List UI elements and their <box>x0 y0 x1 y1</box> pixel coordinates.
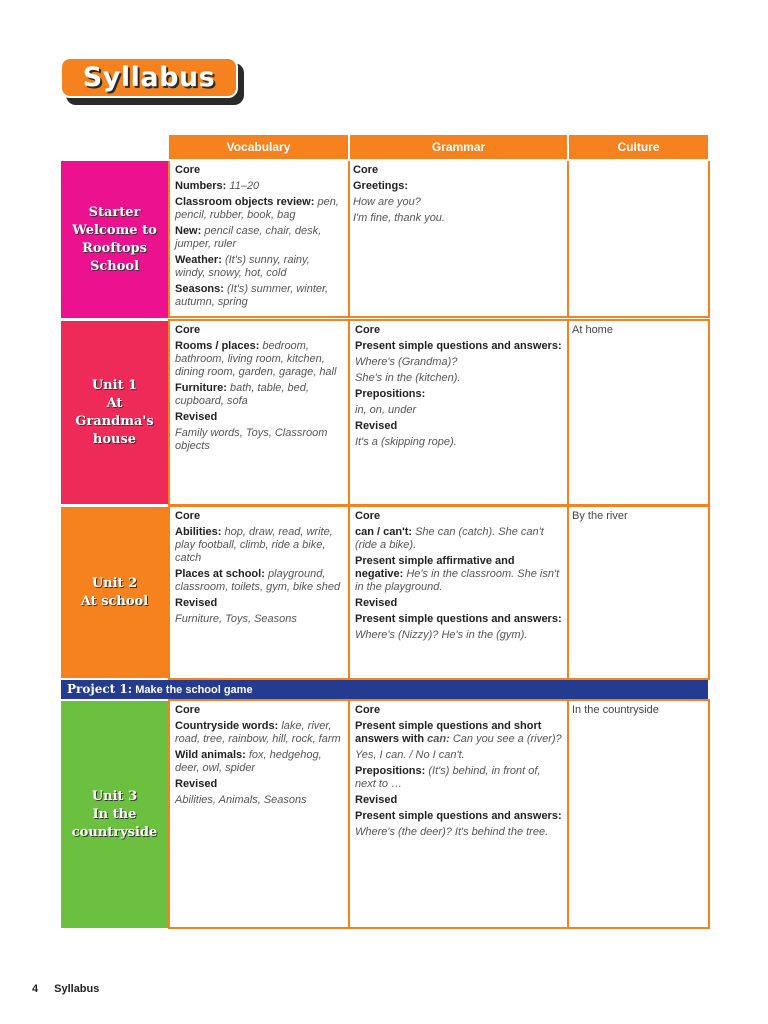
unit2-grammar <box>348 505 569 680</box>
unit-cell-starter <box>61 161 168 318</box>
abilities-value: hop, draw, read, write, play football, climb, ride a bike, catch <box>175 526 333 564</box>
project-label: Project 1: <box>67 682 133 696</box>
revised-label: Revised <box>175 597 218 609</box>
grammar-example: She's in the (kitchen). <box>355 372 461 384</box>
unit-title-line: Welcome to <box>72 222 157 238</box>
unit-title-line: At <box>106 395 123 411</box>
affirmative-value: He's in the classroom. She isn't in the playground. <box>355 568 560 593</box>
revised-label: Revised <box>355 597 398 609</box>
unit-title-line: Rooftops <box>82 240 147 256</box>
header-grammar: Grammar <box>350 135 567 159</box>
core-label: Core <box>355 704 381 716</box>
starter-grammar <box>348 161 569 318</box>
new-value: pencil case, chair, desk, jumper, ruler <box>175 225 322 250</box>
culture-text: By the river <box>572 510 628 522</box>
places-label: Places at school: <box>175 568 265 580</box>
revised-value: It's a (skipping rope). <box>355 436 457 448</box>
can-value: She can (catch). She can't (ride a bike). <box>355 526 544 551</box>
weather-value: (It's) sunny, rainy, windy, snowy, hot, cold <box>175 254 310 279</box>
culture-text: In the countryside <box>572 704 659 716</box>
numbers-value: 11–20 <box>229 180 260 192</box>
page-footer <box>32 983 115 995</box>
unit-title-line: In the <box>92 806 137 822</box>
header-culture: Culture <box>569 135 708 159</box>
unit1-grammar <box>348 319 569 506</box>
core-label: Core <box>355 324 381 336</box>
revised-label: Revised <box>355 794 398 806</box>
core-label: Core <box>175 704 201 716</box>
abilities-label: Abilities: <box>175 526 222 538</box>
unit-title-line: At school <box>80 593 149 609</box>
unit2-culture <box>567 505 710 680</box>
seasons-label: Seasons: <box>175 283 224 295</box>
unit-title-line: Grandma's <box>75 413 154 429</box>
grammar-example: Where's (Grandma)? <box>355 356 458 368</box>
prepositions-label: Prepositions: <box>355 765 426 777</box>
unit-title-line: countryside <box>71 824 158 840</box>
new-label: New: <box>175 225 202 237</box>
psq-label: Present simple questions and answers: <box>355 810 562 822</box>
project-text: Make the school game <box>135 684 253 696</box>
seasons-value: (It's) summer, winter, autumn, spring <box>175 283 329 308</box>
greeting-example: I'm fine, thank you. <box>353 212 445 224</box>
revised-value: Abilities, Animals, Seasons <box>175 794 307 806</box>
core-label: Core <box>355 510 381 522</box>
revised-value: Furniture, Toys, Seasons <box>175 613 297 625</box>
project-banner <box>61 680 708 699</box>
revised-value: Family words, Toys, Classroom objects <box>175 427 328 452</box>
title-badge <box>60 57 246 106</box>
rooms-label: Rooms / places: <box>175 340 260 352</box>
unit3-culture <box>567 699 710 929</box>
starter-vocabulary <box>168 161 350 318</box>
can-label: can / can't: <box>355 526 413 538</box>
unit1-vocabulary <box>168 319 350 506</box>
culture-text: At home <box>572 324 613 336</box>
short-answers-label: Present simple questions and short answers with <box>355 720 542 745</box>
page-number: 4 <box>32 983 39 995</box>
psq-label: Present simple questions and answers: <box>355 340 562 352</box>
furniture-label: Furniture: <box>175 382 227 394</box>
short-answers-example: Yes, I can. / No I can't. <box>355 749 465 761</box>
core-label: Core <box>175 510 201 522</box>
furniture-value: bath, table, bed, cupboard, sofa <box>175 382 309 407</box>
unit-title-line: Unit 2 <box>91 575 138 591</box>
weather-label: Weather: <box>175 254 222 266</box>
unit-title-line: Unit 3 <box>91 788 138 804</box>
greeting-example: How are you? <box>353 196 421 208</box>
page-title: Syllabus <box>82 62 216 93</box>
countryside-label: Countryside words: <box>175 720 279 732</box>
psq-value: Where's (Nizzy)? He's in the (gym). <box>355 629 528 641</box>
unit-title-line: house <box>92 431 137 447</box>
countryside-value: lake, river, road, tree, rainbow, hill, rock, farm <box>175 720 341 745</box>
core-label: Core <box>175 324 201 336</box>
psq-value: Where's (the deer)? It's behind the tree. <box>355 826 549 838</box>
prepositions-value: (It's) behind, in front of, next to … <box>355 765 541 790</box>
wild-animals-value: fox, hedgehog, deer, owl, spider <box>175 749 322 774</box>
unit-title-line: Unit 1 <box>91 377 138 393</box>
starter-culture <box>567 161 710 318</box>
revised-label: Revised <box>175 778 218 790</box>
unit3-grammar <box>348 699 569 929</box>
short-answers-value: Can you see a (river)? <box>452 733 562 745</box>
greetings-label: Greetings: <box>353 180 409 192</box>
unit-title-line: Starter <box>88 204 141 220</box>
unit-cell-unit2 <box>61 507 168 678</box>
footer-label: Syllabus <box>54 983 100 995</box>
unit3-vocabulary <box>168 699 350 929</box>
unit1-culture <box>567 319 710 506</box>
wild-animals-label: Wild animals: <box>175 749 246 761</box>
classroom-label: Classroom objects review: <box>175 196 315 208</box>
unit-cell-unit1 <box>61 321 168 504</box>
prepositions-label: Prepositions: <box>355 388 426 400</box>
core-label: Core <box>175 164 201 176</box>
prepositions-value: in, on, under <box>355 404 417 416</box>
affirmative-label: Present simple affirmative and negative: <box>355 555 515 580</box>
psq-label: Present simple questions and answers: <box>355 613 562 625</box>
revised-label: Revised <box>355 420 398 432</box>
unit-cell-unit3 <box>61 701 168 928</box>
header-vocabulary: Vocabulary <box>169 135 348 159</box>
core-label: Core <box>353 164 379 176</box>
unit2-vocabulary <box>168 505 350 680</box>
places-value: playground, classroom, toilets, gym, bike shed <box>175 568 341 593</box>
rooms-value: bedroom, bathroom, living room, kitchen, dining room, garden, garage, hall <box>175 340 337 378</box>
classroom-value: pen, pencil, rubber, book, bag <box>175 196 339 221</box>
short-answers-can: can: <box>427 733 450 745</box>
numbers-label: Numbers: <box>175 180 227 192</box>
unit-title-line: School <box>89 258 140 274</box>
revised-label: Revised <box>175 411 218 423</box>
